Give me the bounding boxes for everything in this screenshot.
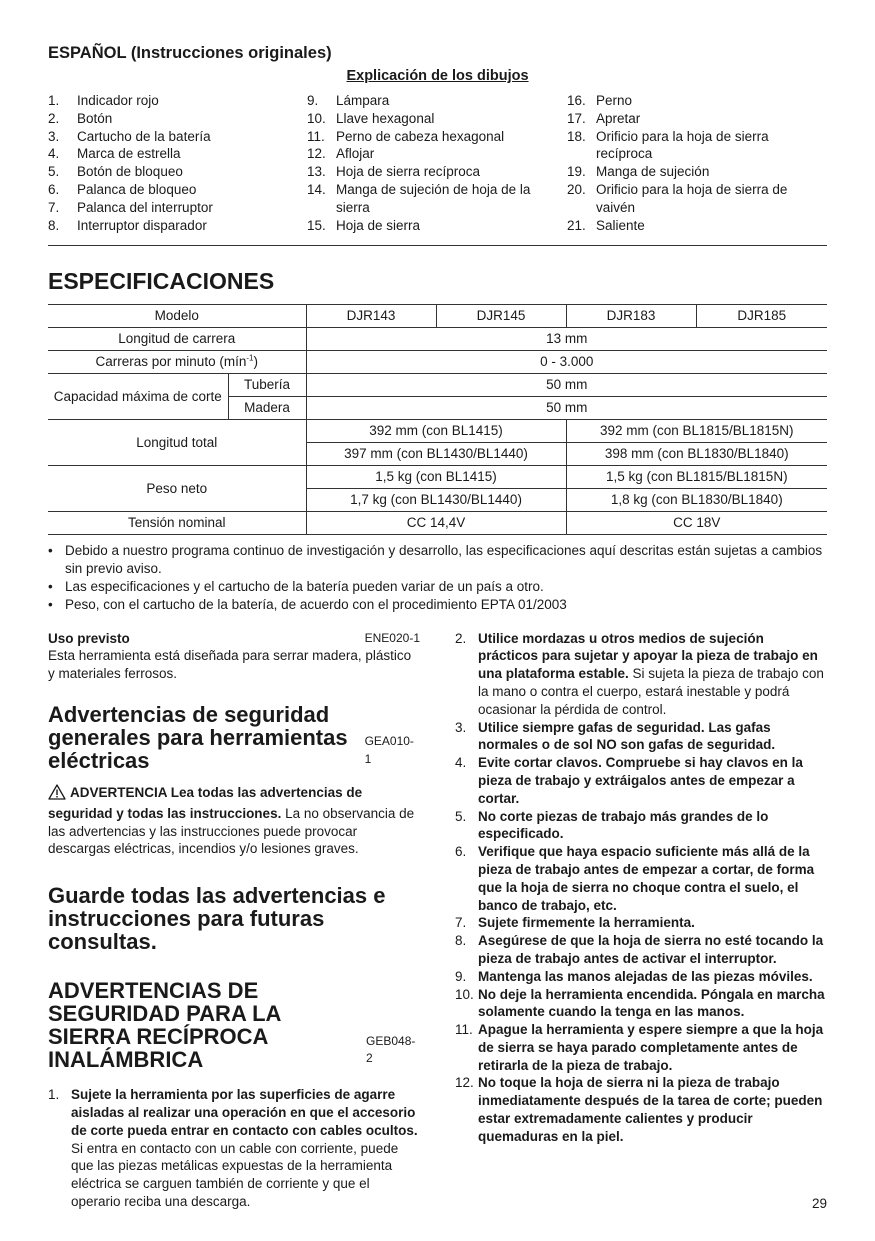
legend-item (567, 217, 827, 235)
legend-label: Indicador rojo (77, 93, 159, 108)
legend-number: 12. (307, 146, 326, 162)
pipe-value: 50 mm (306, 374, 827, 397)
legend-number: 4. (48, 146, 60, 162)
section-code: GEA010-1 (364, 734, 414, 767)
legend-label: Perno de cabeza hexagonal (336, 128, 505, 144)
legend-item (567, 110, 827, 128)
legend-label: Marca de estrella (77, 146, 181, 162)
item-number: 10. (455, 986, 474, 1002)
strokes-value: 0 - 3.000 (306, 351, 827, 374)
model-cell: DJR145 (436, 305, 566, 328)
list-item: • Peso, con el cartucho de la batería, de acuerdo con el procedimiento EPTA 01/2003 (48, 596, 827, 614)
legend-item (307, 128, 567, 146)
capacity-label: Capacidad máxima de corte (48, 374, 228, 420)
length-value: 392 mm (con BL1415) (306, 420, 566, 443)
model-cell: DJR183 (566, 305, 696, 328)
model-cell: DJR185 (696, 305, 827, 328)
list-item (455, 968, 827, 986)
legend-item (48, 92, 307, 110)
length-value: 398 mm (con BL1830/BL1840) (566, 443, 827, 466)
list-item (455, 1074, 827, 1145)
item-number: 1. (48, 1087, 60, 1103)
voltage-value: CC 18V (566, 512, 827, 535)
legend-number: 20. (567, 181, 586, 197)
legend-number: 14. (307, 181, 326, 197)
item-bold-text: Utilice siempre gafas de seguridad. Las gafas normales o de sol NO son gafas de seguridad. (478, 719, 776, 753)
legend-item (48, 217, 307, 235)
table-row (48, 466, 827, 489)
item-number: 7. (455, 915, 467, 931)
legend-number: 2. (48, 110, 60, 126)
general-warnings-heading (48, 703, 420, 772)
item-number: 8. (455, 933, 467, 949)
model-cell: DJR143 (306, 305, 436, 328)
table-row (48, 305, 827, 328)
legend-item (567, 128, 827, 164)
warning-bold: ADVERTENCIA Lea todas las advertencias de seguridad y todas las instrucciones. (48, 784, 363, 821)
weight-value: 1,5 kg (con BL1415) (306, 466, 566, 489)
list-item (455, 808, 827, 844)
item-text (478, 932, 827, 968)
item-bold-text: Asegúrese de que la hoja de sierra no esté tocando la pieza de trabajo antes de activar el interruptor. (478, 933, 824, 966)
legend-number: 13. (307, 164, 326, 180)
legend-label: Llave hexagonal (336, 110, 435, 126)
item-text (478, 719, 827, 755)
list-item: • Las especificaciones y el cartucho de la batería pueden variar de un país a otro. (48, 578, 827, 596)
legend-label: Palanca de bloqueo (77, 181, 197, 197)
table-row (48, 374, 827, 397)
legend-item (307, 110, 567, 128)
list-item (455, 754, 827, 807)
legend-number: 15. (307, 217, 326, 233)
legend-number: 7. (48, 199, 60, 215)
specifications-title: ESPECIFICACIONES (48, 268, 275, 295)
legend-column-2 (307, 92, 567, 234)
legend-item (48, 128, 307, 146)
warning-paragraph (48, 784, 420, 858)
model-label: Modelo (48, 305, 306, 328)
voltage-value: CC 14,4V (306, 512, 566, 535)
legend-label: Cartucho de la batería (77, 128, 211, 144)
left-safety-list (48, 1086, 420, 1211)
legend-number: 21. (567, 217, 586, 233)
cordless-warnings-heading (48, 979, 420, 1071)
legend-label: Botón (77, 110, 113, 126)
warning-text: La no observancia de las advertencias y las instrucciones puede provocar descargas eléctricas, incendios y/o lesiones graves. (48, 805, 415, 857)
legend-number: 10. (307, 110, 326, 126)
item-text (478, 968, 827, 986)
list-item (455, 986, 827, 1022)
list-item (455, 843, 827, 914)
weight-value: 1,7 kg (con BL1430/BL1440) (306, 489, 566, 512)
weight-label: Peso neto (48, 466, 306, 512)
legend-number: 3. (48, 128, 60, 144)
table-row (48, 328, 827, 351)
legend-item (307, 92, 567, 110)
item-text (478, 986, 827, 1022)
warning-triangle-icon (48, 784, 66, 805)
list-item (455, 932, 827, 968)
legend-number: 1. (48, 93, 60, 108)
legend-label: Apretar (596, 110, 641, 126)
item-number: 2. (455, 630, 467, 646)
item-text (478, 843, 827, 914)
item-number: 9. (455, 968, 467, 984)
section-code: ENE020-1 (364, 630, 420, 645)
legend-label: Palanca del interruptor (77, 199, 213, 215)
table-row (48, 351, 827, 374)
legend-number: 8. (48, 217, 60, 233)
legend-item (307, 181, 567, 217)
legend-label: Saliente (596, 217, 645, 233)
table-row (48, 420, 827, 443)
right-column (455, 630, 827, 1211)
legend-item (307, 217, 567, 235)
item-bold-text: Evite cortar clavos. Compruebe si hay clavos en la pieza de trabajo y extráigalos antes de empezar a cortar. (478, 755, 803, 806)
item-bold-text: Mantenga las manos alejadas de las piezas móviles. (478, 968, 813, 984)
weight-value: 1,5 kg (con BL1815/BL1815N) (566, 466, 827, 489)
legend-item (567, 181, 827, 217)
item-plain-text: Si sujeta la pieza de trabajo con la mano o contra el cuerpo, estará inestable y podrá ocasionar la pérdida de control. (478, 666, 824, 717)
spec-notes (48, 542, 827, 613)
item-number: 11. (455, 1022, 473, 1038)
voltage-label: Tensión nominal (48, 512, 306, 535)
document-page (48, 42, 827, 1211)
legend-item (567, 92, 827, 110)
length-value: 392 mm (con BL1815/BL1815N) (566, 420, 827, 443)
legend-item (48, 163, 307, 181)
wood-value: 50 mm (306, 397, 827, 420)
two-column-body (48, 630, 827, 1211)
stroke-length-value: 13 mm (306, 328, 827, 351)
item-plain-text: Si entra en contacto con un cable con corriente, puede que las piezas metálicas expuestas de la herramienta eléctrica se carguen también de corriente y que el operario reciba una descarga. (71, 1140, 399, 1209)
legend-label: Lámpara (336, 93, 390, 108)
legend-label: Orificio para la hoja de sierra recíproca (596, 128, 769, 162)
legend-label: Manga de sujeción de hoja de la sierra (336, 181, 531, 215)
list-item (455, 719, 827, 755)
legend-item (48, 110, 307, 128)
legend-number: 18. (567, 128, 586, 144)
legend-item (48, 181, 307, 199)
drawing-legend (48, 92, 827, 234)
item-text (478, 1074, 827, 1145)
left-column (48, 630, 420, 1211)
legend-number: 19. (567, 164, 586, 180)
strokes-label: Carreras por minuto (mín$^{-1}$) (48, 351, 306, 374)
item-bold-text: Utilice mordazas u otros medios de sujeción prácticos para sujetar y apoyar la pieza de trabajo en una plataforma estable. (478, 630, 818, 682)
item-number: 3. (455, 719, 467, 735)
legend-item (567, 163, 827, 181)
list-item (455, 914, 827, 932)
keep-instructions-title: Guarde todas las advertencias e instrucciones para futuras consultas. (48, 883, 386, 955)
length-value: 397 mm (con BL1430/BL1440) (306, 443, 566, 466)
legend-number: 11. (307, 128, 325, 144)
page-number: 29 (811, 1196, 827, 1211)
legend-label: Interruptor disparador (77, 217, 207, 233)
wood-label: Madera (228, 397, 306, 420)
item-bold-text: Verifique que haya espacio suficiente más allá de la pieza de trabajo antes de empezar a cortar, de forma que la hoja de sierra no choque contra el suelo, el banco de trabajo, etc. (478, 844, 815, 913)
legend-label: Aflojar (336, 146, 375, 162)
item-text (478, 1021, 827, 1074)
cordless-warnings-title: ADVERTENCIAS DE SEGURIDAD PARA LA SIERRA RECÍPROCA INALÁMBRICA (48, 978, 281, 1073)
intended-use-text: Esta herramienta está diseñada para serrar madera, plástico y materiales ferrosos. (48, 648, 412, 682)
item-text (478, 630, 827, 719)
item-text (478, 914, 827, 932)
item-bold-text: Apague la herramienta y espere siempre a que la hoja de sierra se haya parado completamente antes de retirarla de la pieza de trabajo. (478, 1022, 824, 1073)
item-bold-text: Sujete firmemente la herramienta. (478, 915, 695, 931)
list-item (48, 1086, 420, 1211)
section-code: GEB048-2 (366, 1033, 416, 1066)
right-safety-list (455, 630, 827, 1146)
legend-item (307, 145, 567, 163)
legend-item (307, 163, 567, 181)
legend-label: Manga de sujeción (596, 164, 710, 180)
legend-item (48, 145, 307, 163)
legend-column-3 (567, 92, 827, 234)
item-bold-text: No toque la hoja de sierra ni la pieza de trabajo inmediatamente después de la tarea de corte; pueden estar extremadamente calientes y producir quemaduras en la piel. (478, 1075, 823, 1144)
item-text (478, 808, 827, 844)
intended-use-heading (48, 630, 420, 648)
legend-column-1 (48, 92, 307, 234)
item-number: 12. (455, 1075, 474, 1091)
legend-title: Explicación de los dibujos (346, 68, 529, 84)
legend-item (48, 199, 307, 217)
item-number: 4. (455, 755, 467, 771)
item-text (478, 754, 827, 807)
item-bold-text: No corte piezas de trabajo más grandes de lo especificado. (478, 808, 769, 842)
legend-number: 6. (48, 181, 60, 197)
divider (48, 245, 827, 246)
item-text (71, 1086, 420, 1211)
item-number: 6. (455, 844, 467, 860)
weight-value: 1,8 kg (con BL1830/BL1840) (566, 489, 827, 512)
legend-number: 17. (567, 110, 586, 126)
legend-label: Perno (596, 93, 633, 108)
general-warnings-title: Advertencias de seguridad generales para herramientas eléctricas (48, 701, 348, 773)
pipe-label: Tubería (228, 374, 306, 397)
language-title: ESPAÑOL (Instrucciones originales) (48, 44, 332, 62)
list-item (455, 630, 827, 719)
length-label: Longitud total (48, 420, 306, 466)
legend-label: Hoja de sierra recíproca (336, 164, 481, 180)
intended-use-title: Uso previsto (48, 630, 130, 646)
legend-number: 9. (307, 93, 319, 108)
legend-label: Botón de bloqueo (77, 164, 183, 180)
stroke-length-label: Longitud de carrera (48, 328, 306, 351)
item-bold-text: No deje la herramienta encendida. Póngala en marcha solamente cuando la tenga en las manos. (478, 986, 825, 1020)
item-bold-text: Sujete la herramienta por las superficies de agarre aisladas al realizar una operación en que el accesorio de corte pueda entrar en contacto con cables ocultos. (71, 1087, 418, 1138)
list-item: • Debido a nuestro programa continuo de investigación y desarrollo, las especificaciones aquí descritas están sujetas a cambios sin previo aviso. (48, 542, 827, 578)
legend-number: 16. (567, 93, 586, 108)
legend-label: Orificio para la hoja de sierra de vaivén (596, 181, 788, 215)
legend-label: Hoja de sierra (336, 217, 421, 233)
specifications-table (48, 304, 827, 535)
list-item (455, 1021, 827, 1074)
item-number: 5. (455, 808, 467, 824)
legend-number: 5. (48, 164, 60, 180)
table-row (48, 512, 827, 535)
